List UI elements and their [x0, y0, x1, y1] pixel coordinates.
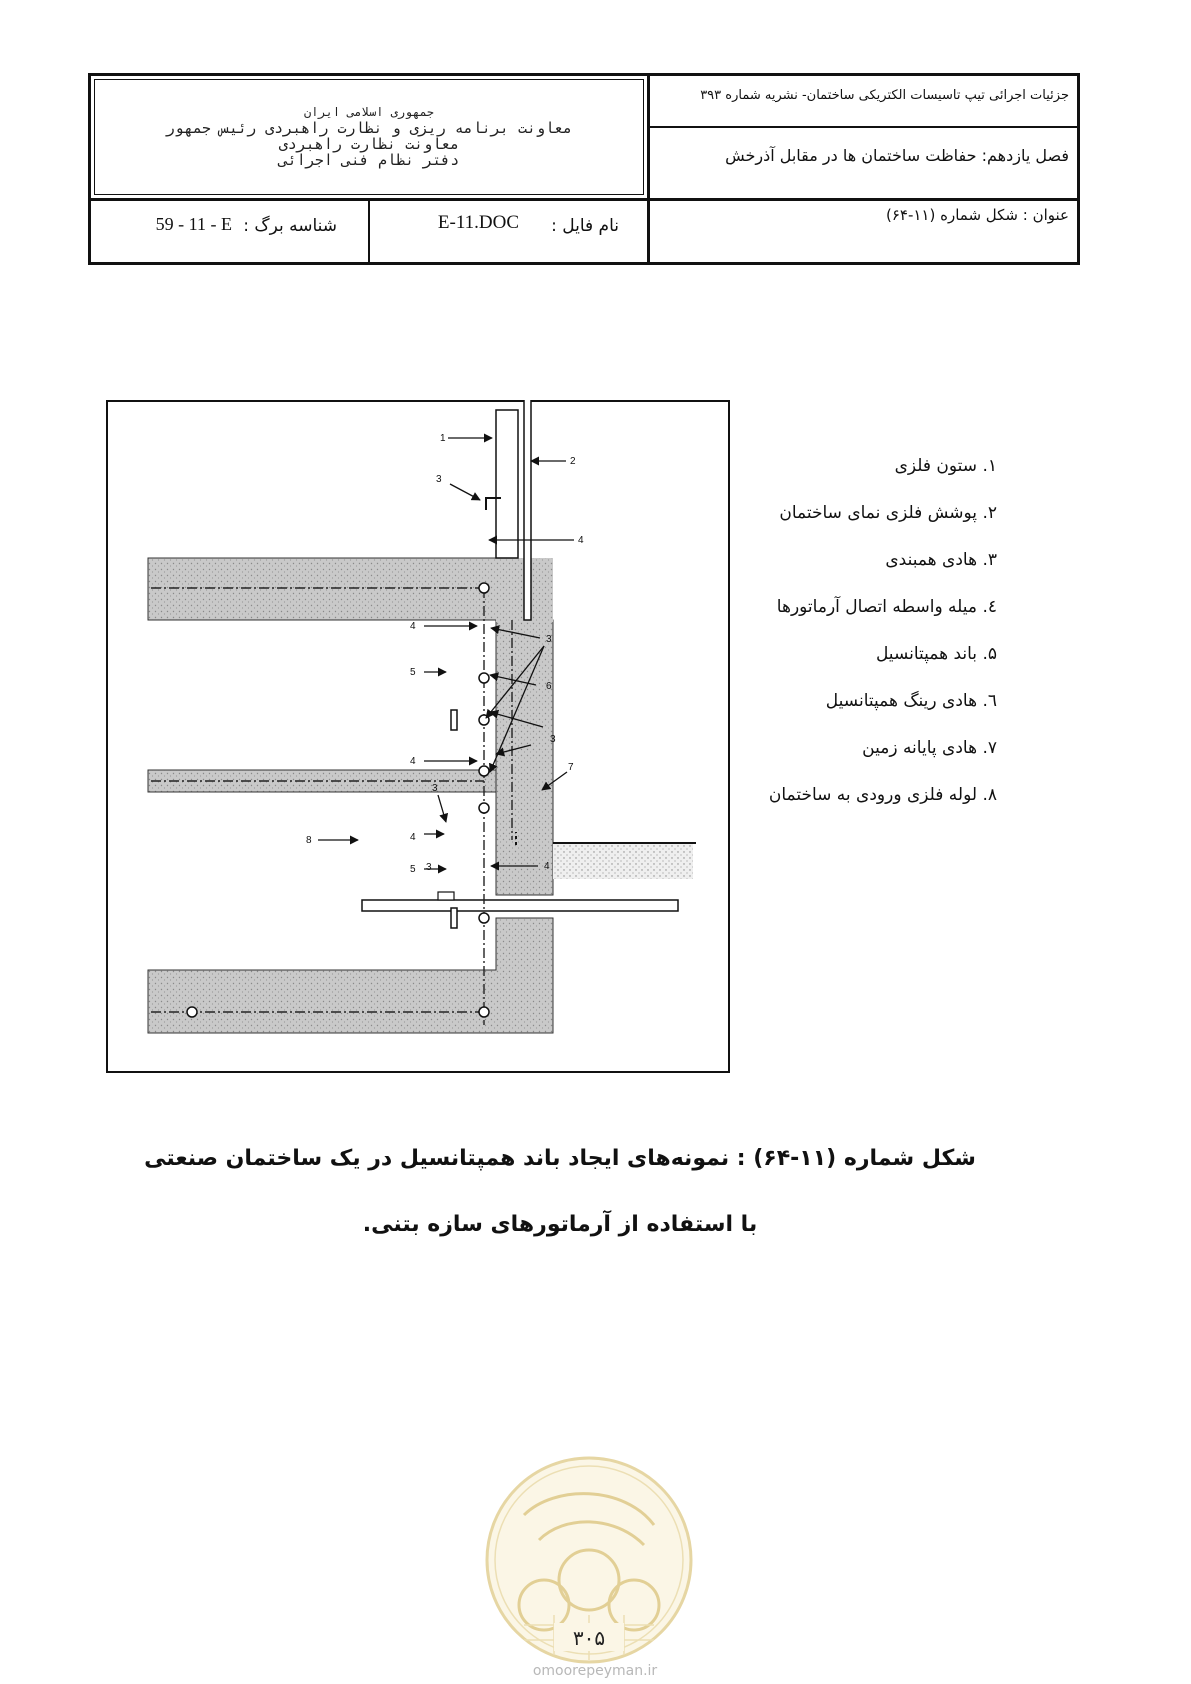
file-value: E-11.DOC	[437, 212, 519, 233]
callout-label: 4	[410, 621, 416, 632]
callout-label: 6	[546, 681, 552, 692]
callout-label: 3	[426, 862, 432, 873]
header-divider-vertical	[647, 76, 650, 262]
callout-label: 7	[568, 762, 574, 773]
legend-item: ۲. پوشش فلزی نمای ساختمان	[779, 503, 997, 523]
bonding-node	[479, 583, 489, 593]
subject-title: عنوان : شکل شماره (۱۱-۶۴)	[885, 206, 1069, 224]
watermark: omoorepeyman.ir	[532, 1663, 658, 1679]
bonding-node	[479, 766, 489, 776]
bonding-node	[479, 1007, 489, 1017]
equipotential-bar-lower	[451, 908, 457, 928]
legend-item: ۸. لوله فلزی ورودی به ساختمان	[768, 785, 997, 805]
legend-list	[697, 455, 997, 831]
callout-label: 3	[550, 734, 556, 745]
callout-label: 3	[546, 634, 552, 645]
bonding-node	[187, 1007, 197, 1017]
org-line-3: معاونت نظارت راهبردی	[278, 135, 460, 153]
legend-item: ۳. هادی همبندی	[885, 550, 997, 570]
book-title: جزئیات اجرائی تیپ تاسیسات الکتریکی ساختمان- نشریه شماره ۳۹۳	[700, 88, 1069, 103]
org-line-1: جمهوری اسلامی ایران	[303, 105, 435, 119]
callout-label: 5	[410, 667, 416, 678]
header-table	[88, 73, 1080, 265]
steel-column	[496, 410, 518, 558]
bonding-clamp	[438, 892, 454, 900]
soil	[553, 843, 693, 879]
callout-label: 5	[410, 864, 416, 875]
callout-label: 4	[410, 832, 416, 843]
callout-label: 1	[440, 433, 446, 444]
callout-label: 4	[544, 861, 550, 872]
sheet-label: شناسه برگ :	[243, 216, 337, 236]
org-line-2: معاونت برنامه ریزی و نظارت راهبردی رئیس جمهور	[165, 119, 573, 137]
concrete-wall	[496, 620, 553, 895]
metal-pipe	[362, 900, 678, 911]
legend-item: ۷. هادی پایانه زمین	[862, 738, 997, 758]
facade-cladding	[524, 400, 531, 620]
equipotential-bonding-figure	[106, 400, 730, 1073]
callout-label: 4	[578, 535, 584, 546]
legend-item: ۵. باند همپتانسیل	[875, 644, 997, 664]
header-divider-right	[650, 126, 1080, 128]
organization-name	[97, 104, 641, 168]
caption-line-2: با استفاده از آرماتورهای سازه بتنی.	[362, 1212, 758, 1237]
chapter-title: فصل یازدهم: حفاظت ساختمان ها در مقابل آذرخش	[725, 146, 1069, 165]
header-divider-horizontal	[91, 198, 1077, 201]
file-label: نام فایل :	[551, 216, 619, 236]
caption-line-1: شکل شماره (۱۱-۶۴) : نمونه‌های ایجاد باند همپتانسیل در یک ساختمان صنعتی	[144, 1146, 976, 1171]
org-line-4: دفتر نظام فنی اجرائی	[278, 151, 460, 169]
sheet-value: 59 - 11 - E	[155, 214, 232, 234]
callout-label: 8	[306, 835, 312, 846]
page-number: ۳۰۵	[572, 1626, 606, 1650]
legend-item: ٦. هادی رینگ همپتانسیل	[825, 691, 997, 711]
callout-label: 4	[410, 756, 416, 767]
publisher-stamp	[484, 1455, 694, 1665]
callout-label: 3	[432, 783, 438, 794]
legend-item: ۱. ستون فلزی	[894, 456, 997, 476]
bonding-node	[479, 803, 489, 813]
equipotential-bar-upper	[451, 710, 457, 730]
legend-item: ٤. میله واسطه اتصال آرماتورها	[776, 597, 997, 617]
header-divider-left	[368, 201, 370, 265]
callout-label: 3	[436, 474, 442, 485]
bonding-node	[479, 913, 489, 923]
callout-label: 2	[570, 456, 576, 467]
bonding-node	[479, 673, 489, 683]
